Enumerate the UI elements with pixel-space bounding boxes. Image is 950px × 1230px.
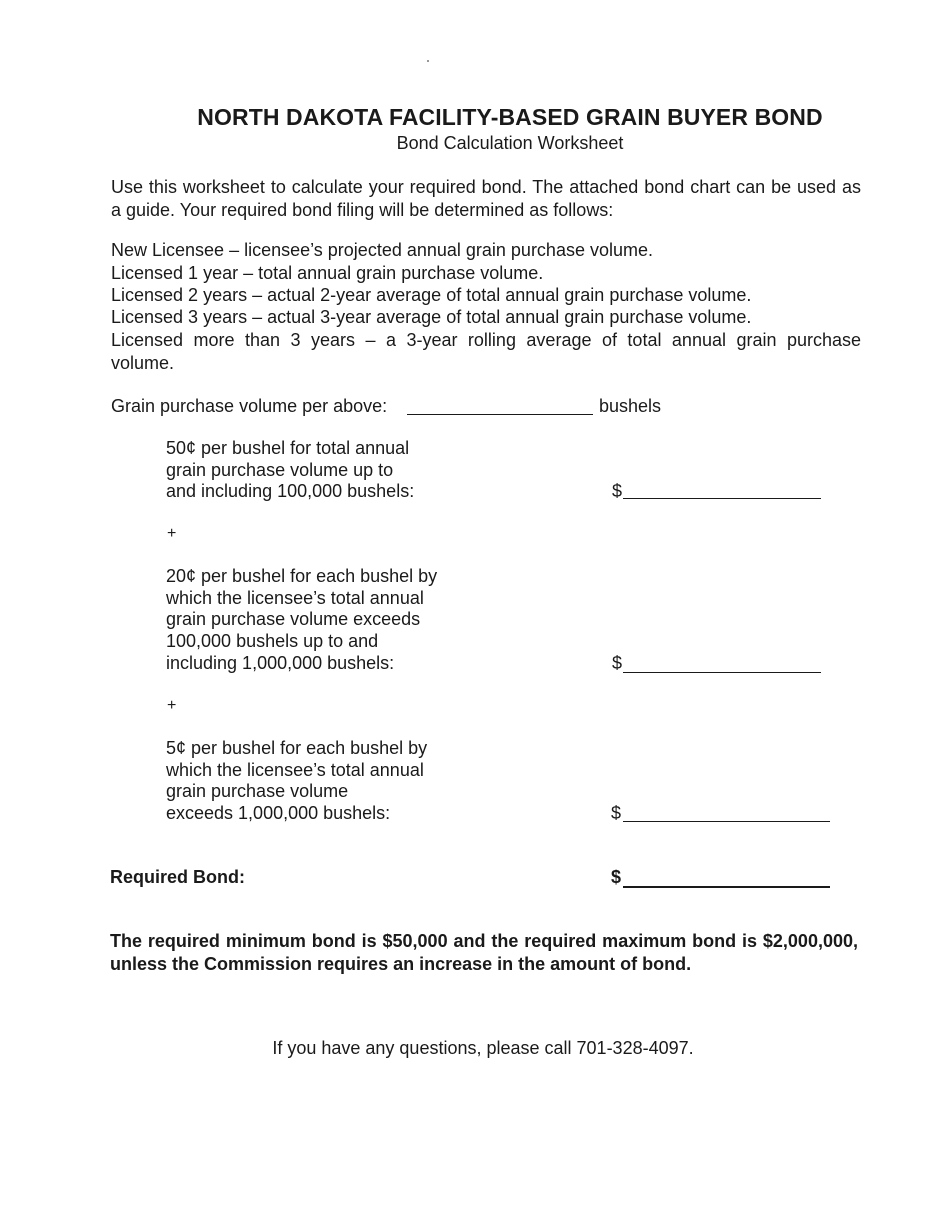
intro-paragraph: Use this worksheet to calculate your required bond. The attached bond chart can be used as a guide. Your required bond filing will be determined as follows: [111, 177, 861, 220]
tier-1-line: 50¢ per bushel for total annual [166, 438, 410, 458]
volume-input-line[interactable] [407, 414, 593, 415]
tier-1-description [166, 438, 466, 503]
scan-speck [427, 60, 429, 62]
required-bond-amount-line[interactable] [623, 886, 830, 888]
tier-1-line: and including 100,000 bushels: [166, 481, 415, 502]
volume-label: Grain purchase volume per above: [111, 396, 388, 416]
tier-3-line: grain purchase volume [166, 781, 349, 802]
tier-2-amount-line[interactable] [623, 672, 821, 673]
required-bond-label: Required Bond: [110, 867, 245, 887]
rule-licensed-2-years: Licensed 2 years – actual 2-year average of total annual grain purchase volume. [111, 285, 752, 305]
tier-3-line: exceeds 1,000,000 bushels: [166, 803, 391, 824]
tier-2-line: which the licensee’s total annual [166, 587, 424, 608]
tier-2-line: 100,000 bushels up to and [166, 631, 379, 652]
rule-licensed-more-than-3-years-cont: volume. [111, 353, 175, 373]
tier-2-currency: $ [612, 653, 623, 673]
tier-3-line: which the licensee’s total annual [166, 759, 424, 780]
tier-2-line: including 1,000,000 bushels: [166, 652, 395, 673]
contact-line: If you have any questions, please call 701-328-4097. [272, 1038, 694, 1058]
tier-3-currency: $ [611, 803, 622, 823]
bond-limits-note: The required minimum bond is $50,000 and the required maximum bond is $2,000,000, unless the Commission requires an increase in the amount of bond. [110, 931, 858, 974]
plus-sign-1: + [167, 525, 177, 542]
page-title: NORTH DAKOTA FACILITY-BASED GRAIN BUYER BOND [197, 104, 823, 130]
page-subtitle: Bond Calculation Worksheet [396, 133, 624, 153]
required-bond-currency: $ [611, 867, 622, 887]
tier-2-line: grain purchase volume exceeds [166, 609, 421, 630]
tier-3-line: 5¢ per bushel for each bushel by [166, 738, 428, 758]
rule-licensed-1-year: Licensed 1 year – total annual grain purchase volume. [111, 263, 544, 283]
tier-3-amount-line[interactable] [623, 821, 830, 822]
tier-1-currency: $ [612, 481, 623, 501]
volume-unit: bushels [599, 396, 662, 416]
rule-licensed-more-than-3-years: Licensed more than 3 years – a 3-year rolling average of total annual grain purchase [111, 330, 861, 350]
tier-2-line: 20¢ per bushel for each bushel by [166, 566, 438, 586]
tier-1-amount-line[interactable] [623, 498, 821, 499]
plus-sign-2: + [167, 697, 177, 714]
rule-licensed-3-years: Licensed 3 years – actual 3-year average of total annual grain purchase volume. [111, 307, 752, 327]
tier-1-line: grain purchase volume up to [166, 459, 394, 480]
tier-2-description [166, 566, 466, 675]
tier-3-description [166, 738, 466, 825]
rule-new-licensee: New Licensee – licensee’s projected annual grain purchase volume. [111, 240, 653, 260]
